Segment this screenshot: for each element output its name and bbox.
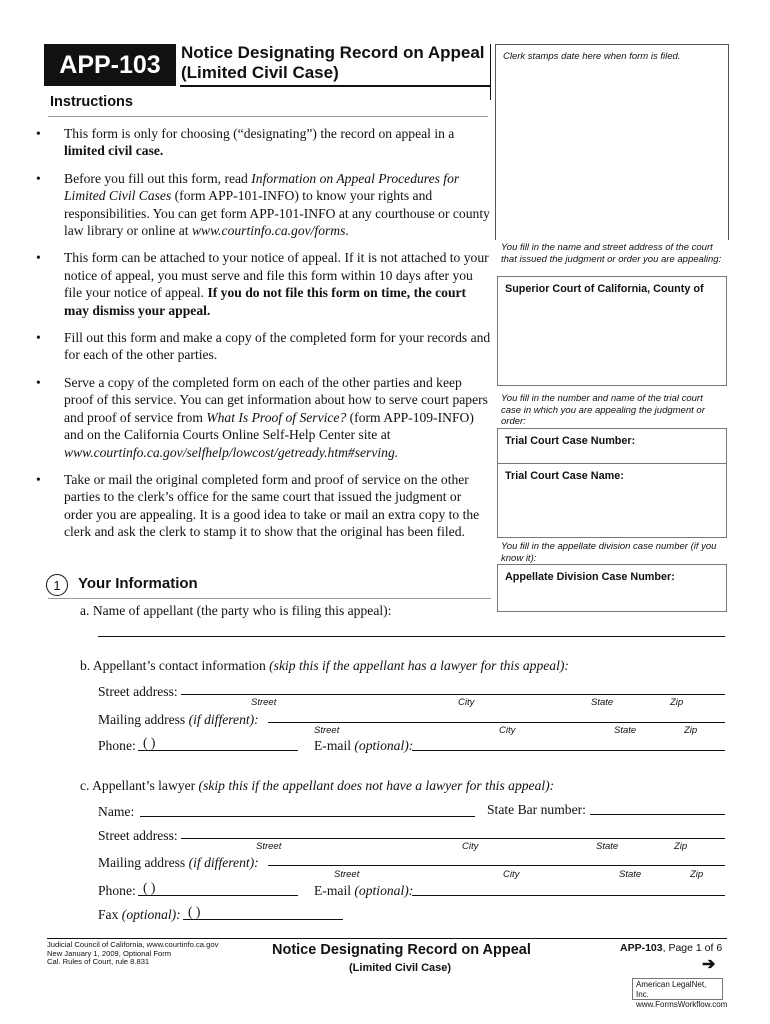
court-name-field[interactable] [497,276,727,386]
mailing-label-plain: Mailing address [98,855,189,870]
email-label-italic: (optional): [354,738,414,753]
footer-page-text: , Page 1 of 6 [662,942,723,954]
email-label [314,738,413,754]
bullet-marker: • [36,170,41,186]
appellant-name-label: a. Name of appellant (the party who is filing this appeal): [80,603,392,618]
contact-info-label [80,658,569,674]
lawyer-phone-field[interactable] [138,895,298,896]
city-caption: City [503,869,520,880]
state-caption: State [596,841,619,852]
email-label-italic: (optional): [354,883,414,898]
instruction-bullet: • Serve a copy of the completed form on each of the other parties and keep proof of this service. You can get information about how to serve court papers and proof of service from What Is Proof of Service? (form APP-109-INFO) and on the California Courts Online Self-Help Center site at www.courtinfo.ca.gov/selfhelp/lowcost/getready.htm#serving. [36,374,488,460]
street-address-label: Street address: [98,684,178,699]
bullet-marker: • [36,330,41,346]
email-field[interactable] [412,750,725,751]
mailing-label-plain: Mailing address [98,712,189,727]
appellate-case-number-field[interactable] [497,564,727,612]
footer-citation-line3: Cal. Rules of Court, rule 8.831 [47,957,150,967]
bullet-marker: • [36,471,41,487]
lawyer-label-italic: (skip this if the appellant does not have a lawyer for this appeal): [198,778,555,793]
footer-citation-line2: New January 1, 2009, Optional Form [47,948,172,958]
contact-info-label-plain: b. Appellant’s contact information [80,658,270,673]
fax-label-italic: (optional): [121,907,181,922]
footer-form-id: APP-103 [620,942,663,954]
form-subtitle: (Limited Civil Case) [181,63,339,82]
contact-info-label-italic: (skip this if the appellant has a lawyer for this appeal): [269,658,569,673]
case-note: You fill in the number and name of the trial court case in which you are appealing the judgment or order: [501,393,705,427]
phone-area-code: ( ) [143,735,156,750]
fax-area-code: ( ) [188,904,201,919]
lawyer-name-field[interactable] [140,816,475,817]
bullet-marker: • [36,250,41,266]
bullet-reference: www.courtinfo.ca.gov/forms [191,223,346,239]
instruction-bullet: • This form can be attached to your notice of appeal. If it is not attached to your notice of appeal, you must serve and file this form within 10 days after you file your notice of appeal. If you do not file this form on time, the court may dismiss your appeal. [36,250,489,318]
state-caption: State [619,869,642,880]
bullet-reference: www.courtinfo.ca.gov/selfhelp/lowcost/getready.htm#serving. [64,444,399,460]
state-caption: State [614,725,637,736]
bullet-reference: Information on Appeal Procedures for Limited Civil Cases [64,170,460,204]
section-rule [48,598,491,599]
legalnet-line2: www.FormsWorkflow.com [636,1000,728,1009]
lawyer-mailing-address-label [98,855,259,871]
appellate-case-number-label: Appellate Division Case Number: [505,571,675,583]
footer-title: Notice Designating Record on Appeal [272,942,531,958]
form-title: Notice Designating Record on Appeal [181,43,485,62]
instruction-bullet: • This form is only for choosing (“designating”) the record on appeal in a limited civil case. [36,126,455,159]
lawyer-name-label: Name: [98,804,135,819]
section-title: Your Information [78,575,198,592]
clerk-stamp-note: Clerk stamps date here when form is filed. [503,51,681,62]
street-caption: Street [314,725,340,736]
section-number-badge: 1 [46,574,68,596]
bullet-marker: • [36,126,41,141]
instructions-rule [48,116,488,117]
footer-subtitle: (Limited Civil Case) [349,962,452,974]
street-caption: Street [256,841,282,852]
lawyer-phone-area-code: ( ) [143,880,156,895]
trial-case-name-label: Trial Court Case Name: [505,470,624,482]
clerk-stamp-area[interactable] [495,44,729,240]
state-bar-field[interactable] [590,814,725,815]
court-label: Superior Court of California, County of [505,283,704,295]
lawyer-label [80,778,554,794]
mailing-address-field[interactable] [268,722,725,723]
trial-case-name-field[interactable] [497,464,727,538]
instructions-heading: Instructions [50,94,133,110]
trial-case-number-label: Trial Court Case Number: [505,435,636,447]
lawyer-email-field[interactable] [412,895,725,896]
lawyer-street-address-field[interactable] [181,838,725,839]
phone-field[interactable] [138,750,298,751]
mailing-label-italic: (if different): [188,855,259,870]
instruction-bullet: • Take or mail the original completed form and proof of service on the other parties to the clerk’s office for the same court that issued the judgment or order you are appealing. It is a good idea to take or mail an extra copy to the clerk and ask the clerk to stamp it to show that the original has been filed. [36,471,480,540]
instructions-list [36,125,491,551]
footer-citation-line1: Judicial Council of California, www.courtinfo.ca.gov [47,940,219,949]
bullet-marker: • [36,374,41,390]
state-bar-label: State Bar number: [487,802,586,817]
city-caption: City [458,697,475,708]
bullet-emphasis: limited civil case. [64,143,164,159]
next-page-arrow-icon[interactable]: ➔ [702,956,716,973]
mailing-label-italic: (if different): [188,712,259,727]
mailing-address-label [98,712,259,728]
phone-label: Phone: [98,738,136,753]
lawyer-street-address-label: Street address: [98,828,178,843]
lawyer-fax-label [98,907,181,923]
footer-rule [47,938,727,939]
zip-caption: Zip [674,841,688,852]
lawyer-email-label [314,883,413,899]
legalnet-line1: American LegalNet, Inc. [636,980,707,999]
lawyer-label-plain: c. Appellant’s lawyer [80,778,199,793]
appellate-note: You fill in the appellate division case number (if you know it): [501,541,717,564]
email-label-plain: E-mail [314,738,355,753]
legalnet-stamp [632,978,728,1009]
form-id-badge: APP-103 [44,44,176,86]
fax-label-plain: Fax [98,907,122,922]
trial-case-number-field[interactable] [497,428,727,464]
zip-caption: Zip [684,725,698,736]
instruction-bullet: • Fill out this form and make a copy of the completed form for your records and for each of the other parties. [36,330,491,363]
footer-page-number [620,942,722,954]
zip-caption: Zip [670,697,684,708]
title-rule [180,85,490,87]
street-caption: Street [251,697,277,708]
lawyer-phone-label: Phone: [98,883,136,898]
street-caption: Street [334,869,360,880]
lawyer-mailing-address-field[interactable] [268,865,725,866]
city-caption: City [462,841,479,852]
instruction-bullet: • Before you fill out this form, read Information on Appeal Procedures for Limited Civil Cases (form APP-101-INFO) to know your rights and responsibilities. You can get form APP-101-INFO at any courthouse or county law library or online at www.courtinfo.ca.gov/forms. [36,170,490,239]
bullet-emphasis: If you do not file this form on time, the court may dismiss your appeal. [64,285,467,318]
court-note: You fill in the name and street address of the court that issued the judgment or order you are appealing: [501,242,722,265]
bullet-reference: What Is Proof of Service? [206,409,347,425]
state-caption: State [591,697,614,708]
footer-citation [47,941,218,967]
lawyer-fax-field[interactable] [183,919,343,920]
email-label-plain: E-mail [314,883,355,898]
appellant-name-field[interactable] [98,636,725,637]
zip-caption: Zip [690,869,704,880]
street-address-field[interactable] [181,694,725,695]
city-caption: City [499,725,516,736]
header-divider [490,44,491,100]
